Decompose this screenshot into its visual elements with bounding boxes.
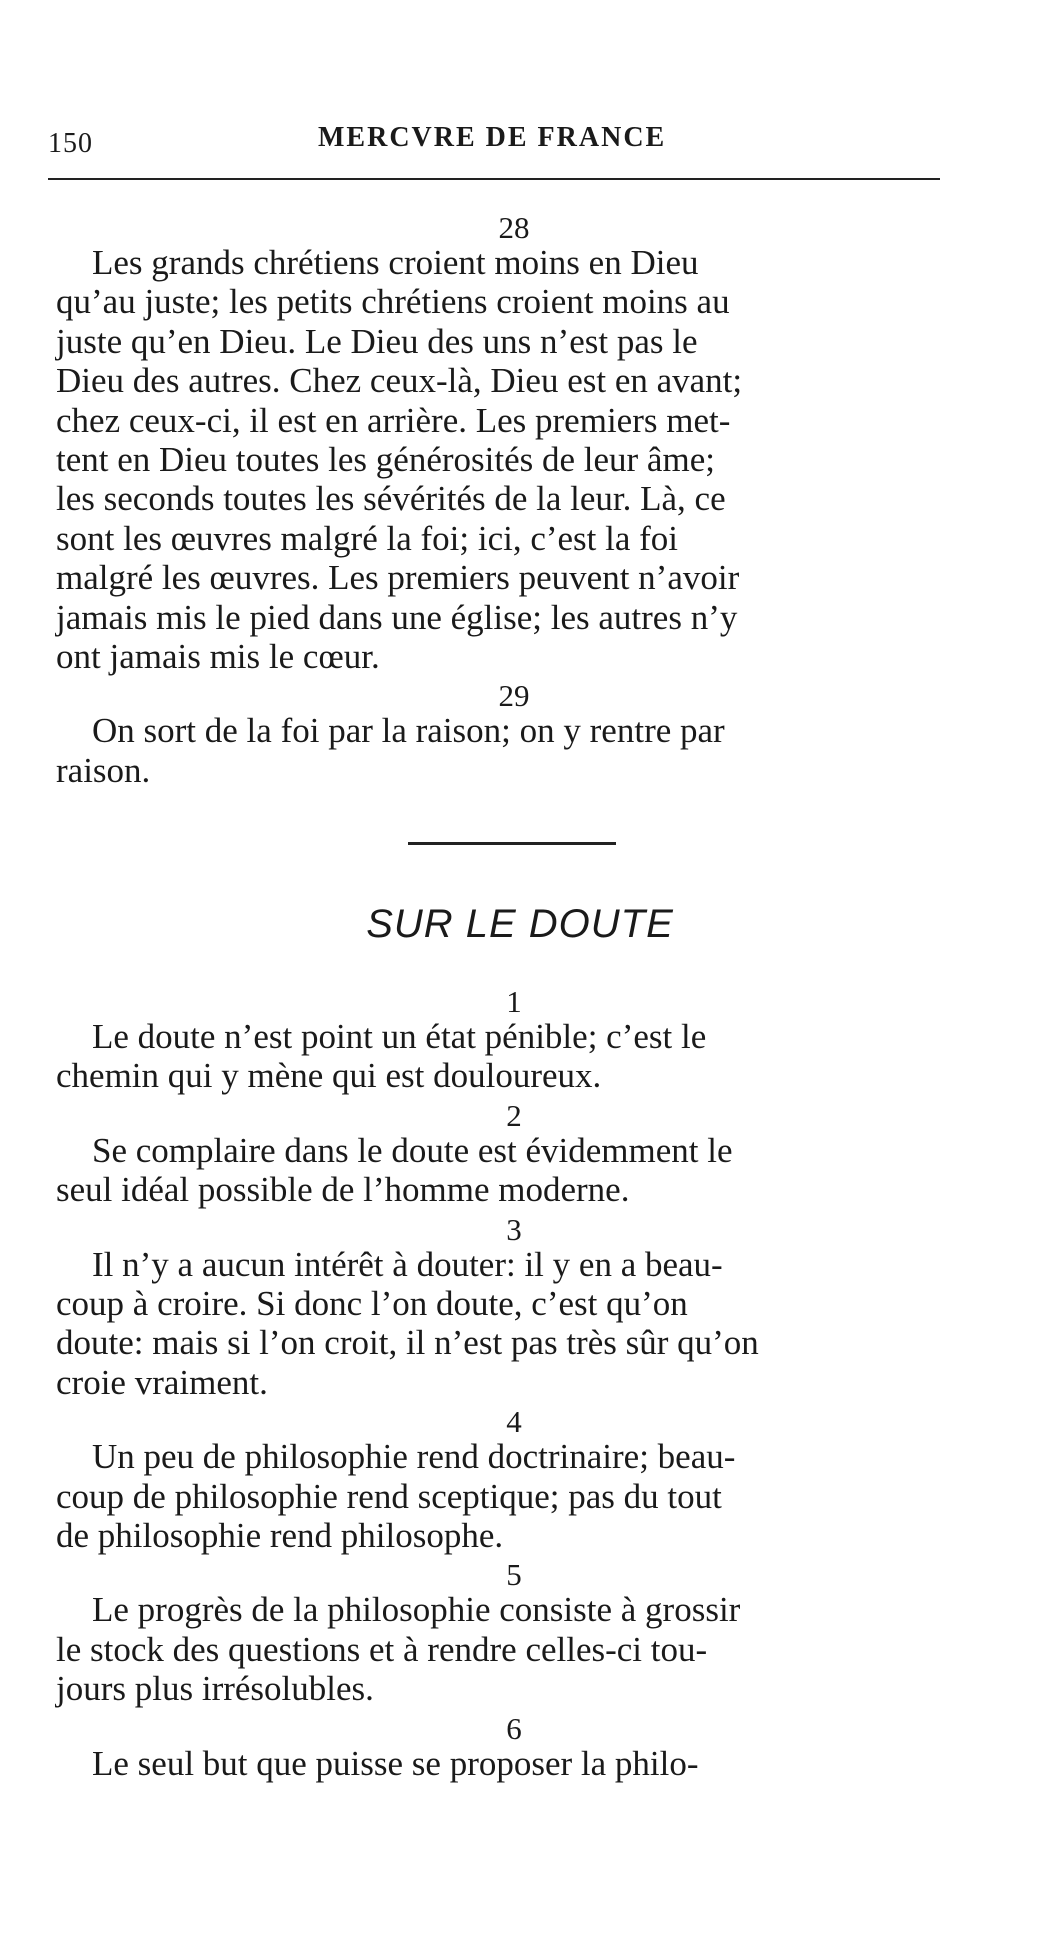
text-line: Les grands chrétiens croient moins en Dieu xyxy=(92,243,699,282)
aphorism-number: 28 xyxy=(498,210,530,245)
aphorism-number: 3 xyxy=(506,1211,522,1247)
section-divider-rule xyxy=(408,842,616,845)
text-line: On sort de la foi par la raison; on y rentre par xyxy=(92,711,725,751)
aphorism-text xyxy=(56,1017,952,1096)
text-line: Le doute n’est point un état pénible; c’est le xyxy=(92,1017,707,1056)
text-line: le stock des questions et à rendre celles-ci tou- xyxy=(56,1629,708,1669)
text-line: malgré les œuvres. Les premiers peuvent n’avoir xyxy=(56,558,740,598)
aphorism xyxy=(56,986,952,1096)
aphorism-number: 29 xyxy=(498,678,530,714)
text-line: Se complaire dans le doute est évidemment le xyxy=(92,1130,733,1170)
aphorism-number: 5 xyxy=(506,1557,522,1593)
text-line: tent en Dieu toutes les générosités de leur âme; xyxy=(56,440,715,480)
text-line: seul idéal possible de l’homme moderne. xyxy=(56,1170,630,1210)
text-line: raison. xyxy=(56,750,151,790)
text-line: juste qu’en Dieu. Le Dieu des uns n’est pas le xyxy=(56,321,698,361)
aphorism-number: 6 xyxy=(506,1710,522,1746)
aphorism-number: 2 xyxy=(506,1097,522,1133)
text-line: Il n’y a aucun intérêt à douter: il y en a beau- xyxy=(92,1244,723,1284)
text-line: Dieu des autres. Chez ceux-là, Dieu est en avant; xyxy=(56,361,743,401)
aphorism-text xyxy=(56,1131,952,1210)
text-line: ont jamais mis le cœur. xyxy=(56,637,380,677)
aphorism xyxy=(56,1097,952,1210)
text-line: chez ceux-ci, il est en arrière. Les premiers met- xyxy=(56,400,731,440)
text-line: les seconds toutes les sévérités de la leur. Là, ce xyxy=(56,479,726,519)
aphorism-text xyxy=(56,1437,952,1555)
text-line: Le seul but que puisse se proposer la philo- xyxy=(92,1743,699,1783)
aphorism xyxy=(56,1211,952,1403)
aphorisms-part-2 xyxy=(56,986,952,1787)
aphorism-text xyxy=(56,243,952,676)
text-line: qu’au juste; les petits chrétiens croient moins au xyxy=(56,282,730,322)
journal-title: MERCVRE DE FRANCE xyxy=(318,122,667,153)
aphorism xyxy=(56,212,952,676)
section-title: SUR LE DOUTE xyxy=(366,902,674,946)
text-line: Un peu de philosophie rend doctrinaire; beau- xyxy=(92,1437,736,1477)
aphorism xyxy=(56,680,952,790)
aphorism-text xyxy=(56,1744,952,1783)
text-line: de philosophie rend philosophe. xyxy=(56,1516,504,1556)
page-number: 150 xyxy=(48,128,93,159)
text-line: jours plus irrésolubles. xyxy=(56,1669,374,1709)
header-rule xyxy=(48,178,940,180)
text-line: doute: mais si l’on croit, il n’est pas très sûr qu’on xyxy=(56,1323,759,1363)
text-line: Le progrès de la philosophie consiste à grossir xyxy=(92,1590,741,1630)
aphorism-text xyxy=(56,1245,952,1403)
aphorism-number: 1 xyxy=(506,984,522,1019)
text-line: sont les œuvres malgré la foi; ici, c’est la foi xyxy=(56,518,679,558)
aphorism xyxy=(56,1559,952,1708)
aphorism-text xyxy=(56,1590,952,1708)
text-line: chemin qui y mène qui est douloureux. xyxy=(56,1056,602,1096)
text-line: coup à croire. Si donc l’on doute, c’est qu’on xyxy=(56,1284,688,1324)
aphorism xyxy=(56,1406,952,1555)
aphorism-text xyxy=(56,711,952,790)
text-line: jamais mis le pied dans une église; les autres n’y xyxy=(56,597,738,637)
aphorisms-part-1 xyxy=(56,212,952,794)
text-line: coup de philosophie rend sceptique; pas du tout xyxy=(56,1476,722,1516)
running-head xyxy=(48,122,940,162)
aphorism xyxy=(56,1710,952,1783)
text-line: croie vraiment. xyxy=(56,1362,268,1402)
aphorism-number: 4 xyxy=(506,1404,522,1440)
